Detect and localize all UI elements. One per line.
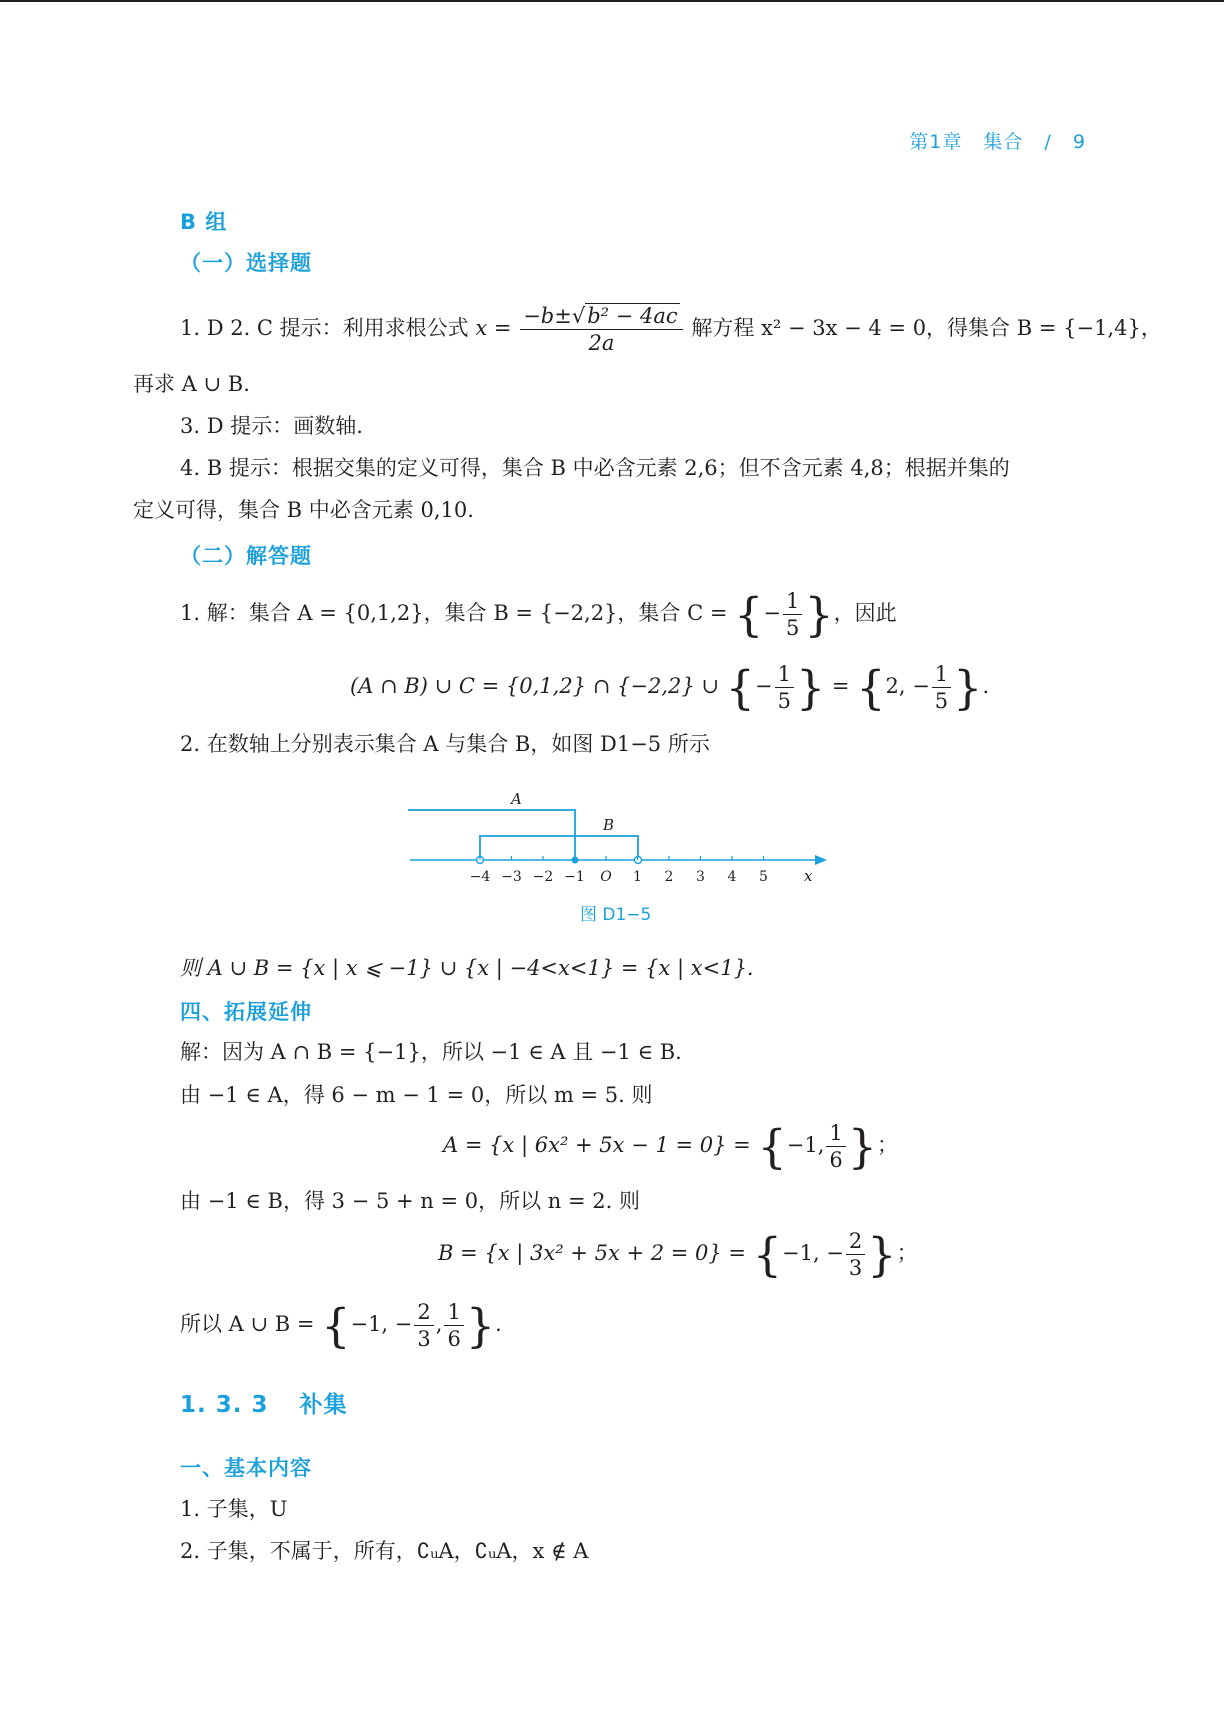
- answer-1-2-lead: 1. D 2. C 提示：利用求根公式: [180, 316, 469, 340]
- fraction-one-fifth: [932, 661, 951, 714]
- formula-radicand: b² − 4ac: [587, 304, 678, 328]
- denominator: 3: [848, 1256, 863, 1280]
- equation-left: (A ∩ B) ∪ C = {0,1,2} ∩ {−2,2} ∪: [350, 674, 719, 698]
- section-number: 1. 3. 3: [180, 1392, 269, 1418]
- fraction-two-thirds: [846, 1228, 865, 1281]
- answer-4-line1: 4. B 提示：根据交集的定义可得，集合 B 中必含元素 2,6；但不含元素 4,8；根据并集的: [180, 456, 1010, 480]
- axis-tick-label: 5: [759, 869, 768, 885]
- equation-b-left: B = {x | 3x² + 5x + 2 = 0} =: [438, 1241, 747, 1265]
- header-page-number: 9: [1072, 131, 1086, 153]
- solution-1: [180, 583, 897, 643]
- answer-1-2-tail: 解方程 x² − 3x − 4 = 0，得集合 B = {−1,4}，: [691, 316, 1162, 340]
- axis-tick-label: 4: [727, 869, 737, 885]
- axis-label-x: x: [804, 867, 813, 885]
- basic-content-title: 一、基本内容: [180, 1456, 312, 1480]
- axis-tick-label: 3: [696, 869, 705, 885]
- solution-2: 2. 在数轴上分别表示集合 A 与集合 B，如图 D1−5 所示: [180, 732, 710, 756]
- section-4-line3: 由 −1 ∈ B，得 3 − 5 + n = 0，所以 n = 2. 则: [180, 1189, 640, 1213]
- numerator: 2: [414, 1299, 433, 1326]
- fraction-two-thirds: [414, 1299, 433, 1352]
- figure-caption: 图 D1−5: [580, 905, 652, 925]
- right-brace: }: [795, 660, 826, 715]
- page-header: [895, 127, 1086, 154]
- formula-x: x =: [475, 316, 512, 340]
- section-4-line1: 解：因为 A ∩ B = {−1}，所以 −1 ∈ A 且 −1 ∈ B.: [180, 1040, 682, 1064]
- right-brace: }: [847, 1119, 878, 1174]
- left-brace: {: [725, 660, 755, 715]
- axis-tick-label: −2: [532, 869, 554, 885]
- numerator: 2: [846, 1228, 865, 1255]
- equation-set-a: [443, 1115, 898, 1175]
- equation-set-b: [438, 1223, 918, 1283]
- denominator: 6: [447, 1327, 461, 1351]
- left-brace: {: [321, 1298, 351, 1353]
- right-brace: }: [953, 660, 983, 715]
- header-section: 集合: [983, 131, 1024, 153]
- axis-tick-label: −3: [501, 869, 522, 885]
- section-4-final: [180, 1294, 502, 1354]
- answer-3: 3. D 提示：画数轴.: [180, 414, 363, 438]
- axis-arrow: [815, 855, 827, 865]
- comma: ,: [435, 1312, 443, 1336]
- subheading-choice: （一）选择题: [180, 251, 312, 275]
- basic-item-2: 2. 子集，不属于，所有，∁ᵤA，∁ᵤA，x ∉ A: [180, 1539, 589, 1563]
- answer-1-2: [180, 298, 1162, 358]
- section-4-line2: 由 −1 ∈ A，得 6 − m − 1 = 0，所以 m = 5. 则: [180, 1083, 653, 1107]
- fraction-one-fifth: [783, 588, 802, 641]
- numerator: 1: [932, 661, 951, 688]
- denominator: 5: [934, 689, 949, 713]
- period: .: [495, 1312, 502, 1336]
- section-name: 补集: [299, 1392, 348, 1418]
- numerator: 1: [775, 661, 794, 688]
- numerator: 1: [826, 1120, 845, 1147]
- group-b-title: B 组: [180, 210, 228, 234]
- top-border: [0, 0, 1224, 2]
- solution-1-equation: [350, 656, 989, 716]
- left-brace: {: [856, 660, 886, 715]
- number-line-figure: [400, 786, 840, 894]
- axis-tick-label: 1: [633, 869, 642, 885]
- formula-numerator-prefix: −b±: [523, 304, 572, 328]
- section-133-title: [180, 1386, 348, 1419]
- left-brace: {: [734, 587, 764, 642]
- right-brace: }: [867, 1227, 897, 1282]
- axis-tick-label: −1: [564, 869, 585, 885]
- numerator: 1: [783, 588, 802, 615]
- answer-4-line2: 定义可得，集合 B 中必含元素 0,10.: [133, 498, 474, 522]
- fraction-one-sixth: [444, 1299, 463, 1352]
- minus-one: −1, −: [782, 1241, 844, 1265]
- minus-one: −1,: [786, 1133, 825, 1157]
- two-minus: 2, −: [885, 674, 930, 698]
- minus-sign: −: [763, 601, 782, 625]
- header-chapter: 第1章: [909, 131, 963, 153]
- equation-a-left: A = {x | 6x² + 5x − 1 = 0} =: [443, 1133, 751, 1157]
- quadratic-formula: $\frac{\text{−b±√b² − 4ac}}{2a}$: [520, 303, 682, 356]
- header-separator: /: [1044, 131, 1052, 153]
- left-brace: {: [752, 1227, 782, 1282]
- denominator: 5: [777, 689, 791, 713]
- denominator: 6: [829, 1148, 843, 1172]
- solution-1-post: ，因此: [833, 601, 897, 625]
- axis-tick-label: O: [600, 869, 612, 885]
- answer-1-2-continued: 再求 A ∪ B.: [133, 372, 250, 396]
- left-brace: {: [757, 1119, 787, 1174]
- axis-tick-label: −4: [469, 869, 491, 885]
- label-a: A: [511, 790, 522, 808]
- final-left: 所以 A ∪ B =: [180, 1312, 315, 1336]
- label-b: B: [603, 816, 615, 834]
- semicolon: ；: [896, 1241, 918, 1265]
- basic-item-1: 1. 子集，U: [180, 1497, 288, 1521]
- denominator: 3: [417, 1327, 431, 1351]
- period: .: [982, 674, 990, 698]
- axis-tick-label: 2: [664, 869, 674, 885]
- equals-sign: =: [831, 674, 850, 698]
- section-4-title: 四、拓展延伸: [180, 1000, 312, 1024]
- right-brace: }: [465, 1298, 496, 1353]
- solution-1-text: 1. 解：集合 A = {0,1,2}，集合 B = {−2,2}，集合 C =: [180, 601, 728, 625]
- formula-denominator: 2a: [588, 331, 615, 355]
- minus-one: −1, −: [350, 1312, 413, 1336]
- semicolon: ；: [877, 1133, 899, 1157]
- minus-sign: −: [754, 674, 773, 698]
- fraction-one-fifth: [775, 661, 794, 714]
- right-brace: }: [804, 587, 834, 642]
- denominator: 5: [786, 616, 800, 640]
- fraction-one-sixth: [826, 1120, 845, 1173]
- set-a-range: [408, 810, 575, 860]
- set-b-range: [480, 836, 638, 860]
- solution-2-result: 则 A ∪ B = {x | x ⩽ −1} ∪ {x | −4<x<1} = {x | x<1}.: [180, 956, 754, 980]
- numerator: 1: [444, 1299, 463, 1326]
- subheading-solution: （二）解答题: [180, 544, 312, 568]
